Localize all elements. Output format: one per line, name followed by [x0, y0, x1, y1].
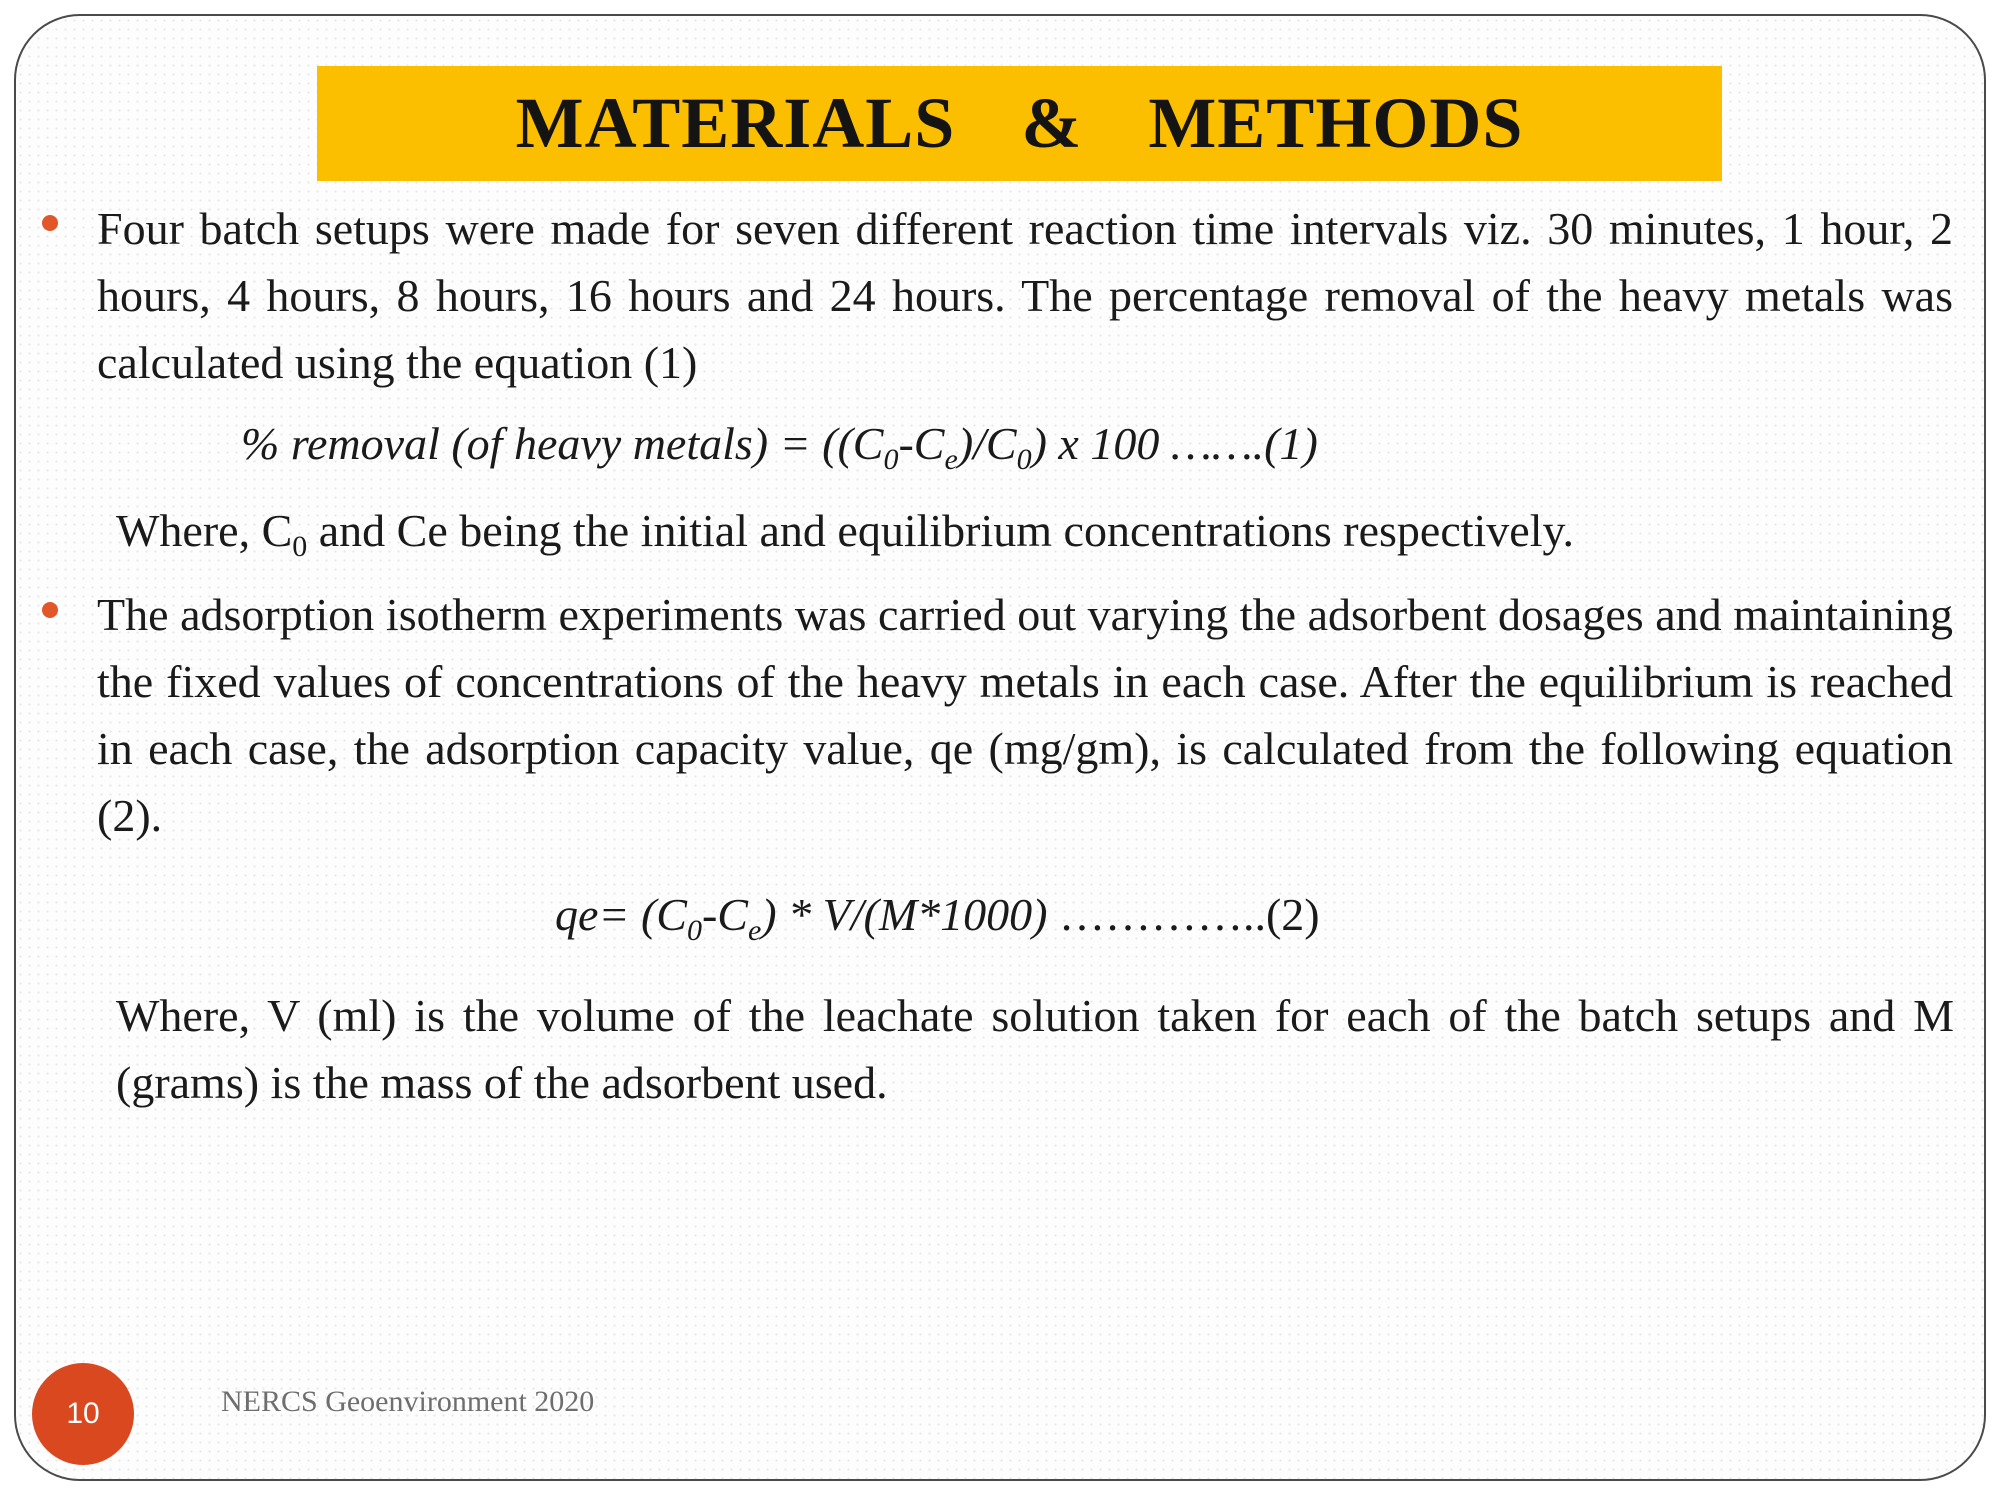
equation-2-sub-c0: 0 [686, 914, 702, 947]
equation-1 [241, 417, 1318, 476]
equation-2-lhs: qe= (C [555, 889, 687, 940]
where-1-suffix: and Ce being the initial and equilibrium concentrations respectively. [307, 505, 1575, 556]
equation-1-mid-b: )/C [957, 418, 1017, 469]
equation-1-mid-a: -C [898, 418, 945, 469]
bullet-paragraph-2: The adsorption isotherm experiments was carried out varying the adsorbent dosages and maintaining the fixed values of concentrations of the heavy metals in each case. After the equilibrium is reached in each case, the adsorption capacity value, qe (mg/gm), is calculated from the following equation (2). [97, 589, 1953, 841]
bullet-paragraph-1: Four batch setups were made for seven different reaction time intervals viz. 30 minutes, 1 hour, 2 hours, 4 hours, 8 hours, 16 hours and 24 hours. The percentage removal of the heavy metals was calculated using the equation (1) [97, 203, 1953, 388]
where-1-prefix: Where, C [116, 505, 293, 556]
equation-2-sub-ce: e [747, 914, 762, 947]
title-bar [317, 66, 1722, 181]
equation-1-sub-c0-b: 0 [1016, 443, 1032, 476]
where-line-2: Where, V (ml) is the volume of the leachate solution taken for each of the batch setups and M (grams) is the mass of the adsorbent used. [116, 990, 1954, 1108]
slide-title: MATERIALS & METHODS [515, 83, 1524, 163]
equation-2 [555, 888, 1320, 947]
equation-2-mid: -C [701, 889, 748, 940]
equation-2-rhs: ) * V/(M*1000) [761, 889, 1059, 940]
equation-2-dots: …………..(2) [1058, 889, 1320, 940]
equation-1-lhs: % removal (of heavy metals) = ((C [241, 418, 884, 469]
footer-text: NERCS Geoenvironment 2020 [221, 1385, 595, 1418]
bullet-icon [42, 215, 58, 231]
bullet-icon [42, 602, 58, 618]
equation-1-sub-ce: e [944, 443, 958, 476]
where-line-1 [116, 497, 1956, 564]
page-number: 10 [66, 1397, 100, 1430]
equation-1-rhs: ) x 100 …….(1) [1031, 418, 1318, 469]
page-number-badge [32, 1363, 134, 1465]
equation-1-sub-c0: 0 [883, 443, 899, 476]
where-1-sub: 0 [292, 530, 308, 563]
